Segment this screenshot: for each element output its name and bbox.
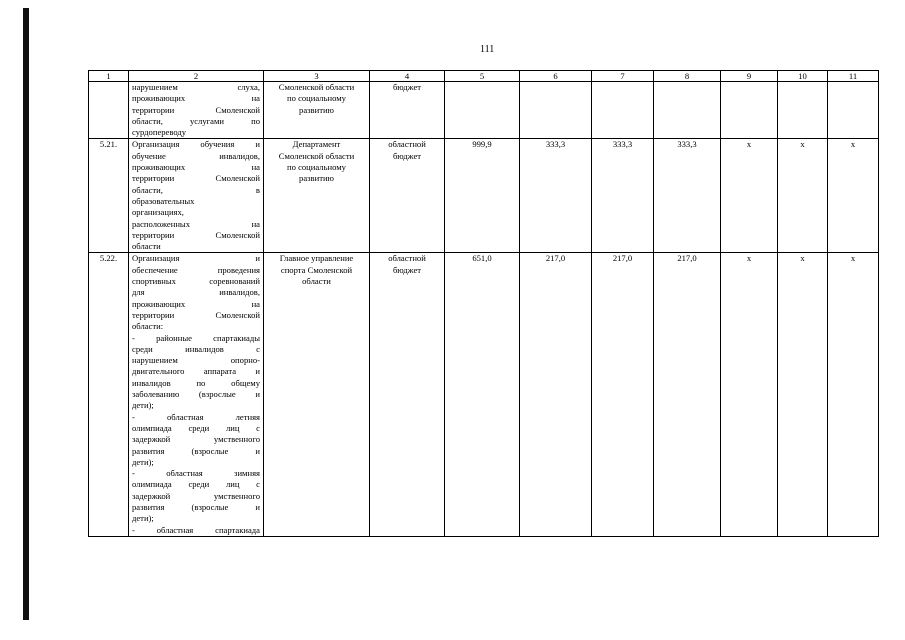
activity-description-line: территории Смоленской (132, 104, 260, 115)
year1-amount-cell: 217,0 (520, 253, 592, 536)
col-header-4: 4 (370, 71, 445, 82)
col-header-1: 1 (89, 71, 129, 82)
activity-description-line: нарушением опорно- (132, 355, 260, 366)
item-number-cell: 5.21. (89, 139, 129, 253)
activity-description-line: дети); (132, 400, 154, 411)
col-header-5: 5 (445, 71, 520, 82)
activity-description-line: проживающих на (132, 93, 260, 104)
executor-line: развитию (299, 173, 334, 184)
col-header-3: 3 (264, 71, 370, 82)
funding-source-line: областной (388, 253, 426, 264)
activity-description-line: для инвалидов, (132, 287, 260, 298)
activity-description-line: - областная спартакиада (132, 524, 260, 535)
activity-description-line: олимпиада среди лиц с (132, 479, 260, 490)
total-amount-cell (445, 82, 520, 139)
activity-description-line: области (132, 241, 161, 252)
total-amount-cell: 999,9 (445, 139, 520, 253)
executor-cell (264, 82, 370, 139)
activity-description-line: территории Смоленской (132, 309, 260, 320)
funding-source-line: бюджет (392, 82, 422, 92)
activity-description-line: области: (132, 321, 164, 332)
year2-amount-cell: 217,0 (592, 253, 654, 536)
col9-value-cell: x (721, 253, 778, 536)
funding-source-cell (370, 139, 445, 253)
col-header-8: 8 (654, 71, 721, 82)
executor-line: по социальному (287, 162, 346, 173)
activity-description-line: двигательного аппарата и (132, 366, 260, 377)
total-amount-cell: 651,0 (445, 253, 520, 536)
activity-description-line: среди инвалидов с (132, 343, 260, 354)
activity-description-line: спортивных соревнований (132, 276, 260, 287)
activity-description-line: Организация обучения и (132, 139, 260, 150)
activity-description-line: обучение инвалидов, (132, 150, 260, 161)
executor-line: спорта Смоленской (280, 264, 353, 275)
col-header-7: 7 (592, 71, 654, 82)
table-row (89, 139, 879, 253)
item-number-cell: 5.22. (89, 253, 129, 536)
activity-description-line: расположенных на (132, 218, 260, 229)
page-number: 111 (480, 44, 495, 55)
activity-description-line: области, в (132, 184, 260, 195)
col10-value-cell: x (778, 139, 828, 253)
activity-description-line: территории Смоленской (132, 173, 260, 184)
activity-description-line: - областная зимняя (132, 468, 260, 479)
activity-description-line: территории Смоленской (132, 229, 260, 240)
col9-value-cell: x (721, 139, 778, 253)
col-header-6: 6 (520, 71, 592, 82)
year3-amount-cell: 217,0 (654, 253, 721, 536)
activity-description-line: задержкой умственного (132, 490, 260, 501)
funding-source-cell (370, 82, 445, 139)
activity-description-line: олимпиада среди лиц с (132, 422, 260, 433)
col-header-2: 2 (129, 71, 264, 82)
activity-description-cell (129, 139, 264, 253)
executor-line: Главное управление (279, 253, 354, 264)
col11-value-cell (828, 82, 879, 139)
executor-line: области (302, 276, 331, 287)
executor-line: Департамент (292, 139, 341, 150)
activity-description-line: дети); (132, 456, 154, 467)
activity-description-line: Организация и (132, 253, 260, 264)
activity-description-line: образовательных (132, 195, 195, 206)
year2-amount-cell: 333,3 (592, 139, 654, 253)
budget-table (88, 70, 879, 537)
activity-description-line: проживающих на (132, 298, 260, 309)
year1-amount-cell (520, 82, 592, 139)
year2-amount-cell (592, 82, 654, 139)
table-row (89, 82, 879, 139)
activity-description-line: развития (взрослые и (132, 501, 260, 512)
item-number-cell (89, 82, 129, 139)
executor-line: по социальному (287, 93, 346, 104)
activity-description-line: развития (взрослые и (132, 445, 260, 456)
activity-description-line: инвалидов по общему (132, 377, 260, 388)
activity-description-line: дети); (132, 513, 154, 524)
col-header-10: 10 (778, 71, 828, 82)
year1-amount-cell: 333,3 (520, 139, 592, 253)
activity-description-cell (129, 82, 264, 139)
activity-description-cell (129, 253, 264, 536)
col10-value-cell (778, 82, 828, 139)
activity-description-line: проживающих на (132, 162, 260, 173)
activity-description-line: задержкой умственного (132, 434, 260, 445)
executor-cell (264, 139, 370, 253)
col10-value-cell: x (778, 253, 828, 536)
year3-amount-cell: 333,3 (654, 139, 721, 253)
funding-source-line: бюджет (392, 264, 422, 275)
activity-description-line: сурдопереводу (132, 127, 187, 138)
executor-cell (264, 253, 370, 536)
executor-line: развитию (299, 104, 334, 115)
activity-description-line: обеспечение проведения (132, 264, 260, 275)
activity-description-line: - областная летняя (132, 411, 260, 422)
activity-description-line: области, услугами по (132, 115, 260, 126)
activity-description-line: заболеванию (взрослые и (132, 389, 260, 400)
col9-value-cell (721, 82, 778, 139)
activity-description-line: организациях, (132, 207, 184, 218)
funding-source-line: областной (388, 139, 426, 150)
activity-description-line: нарушением слуха, (132, 82, 260, 92)
col11-value-cell: x (828, 253, 879, 536)
col-header-9: 9 (721, 71, 778, 82)
table-row (89, 253, 879, 536)
column-number-row (89, 71, 879, 82)
executor-line: Смоленской области (278, 82, 355, 92)
col-header-11: 11 (828, 71, 879, 82)
executor-line: Смоленской области (278, 150, 355, 161)
funding-source-cell (370, 253, 445, 536)
col11-value-cell: x (828, 139, 879, 253)
funding-source-line: бюджет (392, 150, 422, 161)
activity-description-line: - районные спартакиады (132, 332, 260, 343)
left-edge-bar (23, 8, 29, 620)
year3-amount-cell (654, 82, 721, 139)
